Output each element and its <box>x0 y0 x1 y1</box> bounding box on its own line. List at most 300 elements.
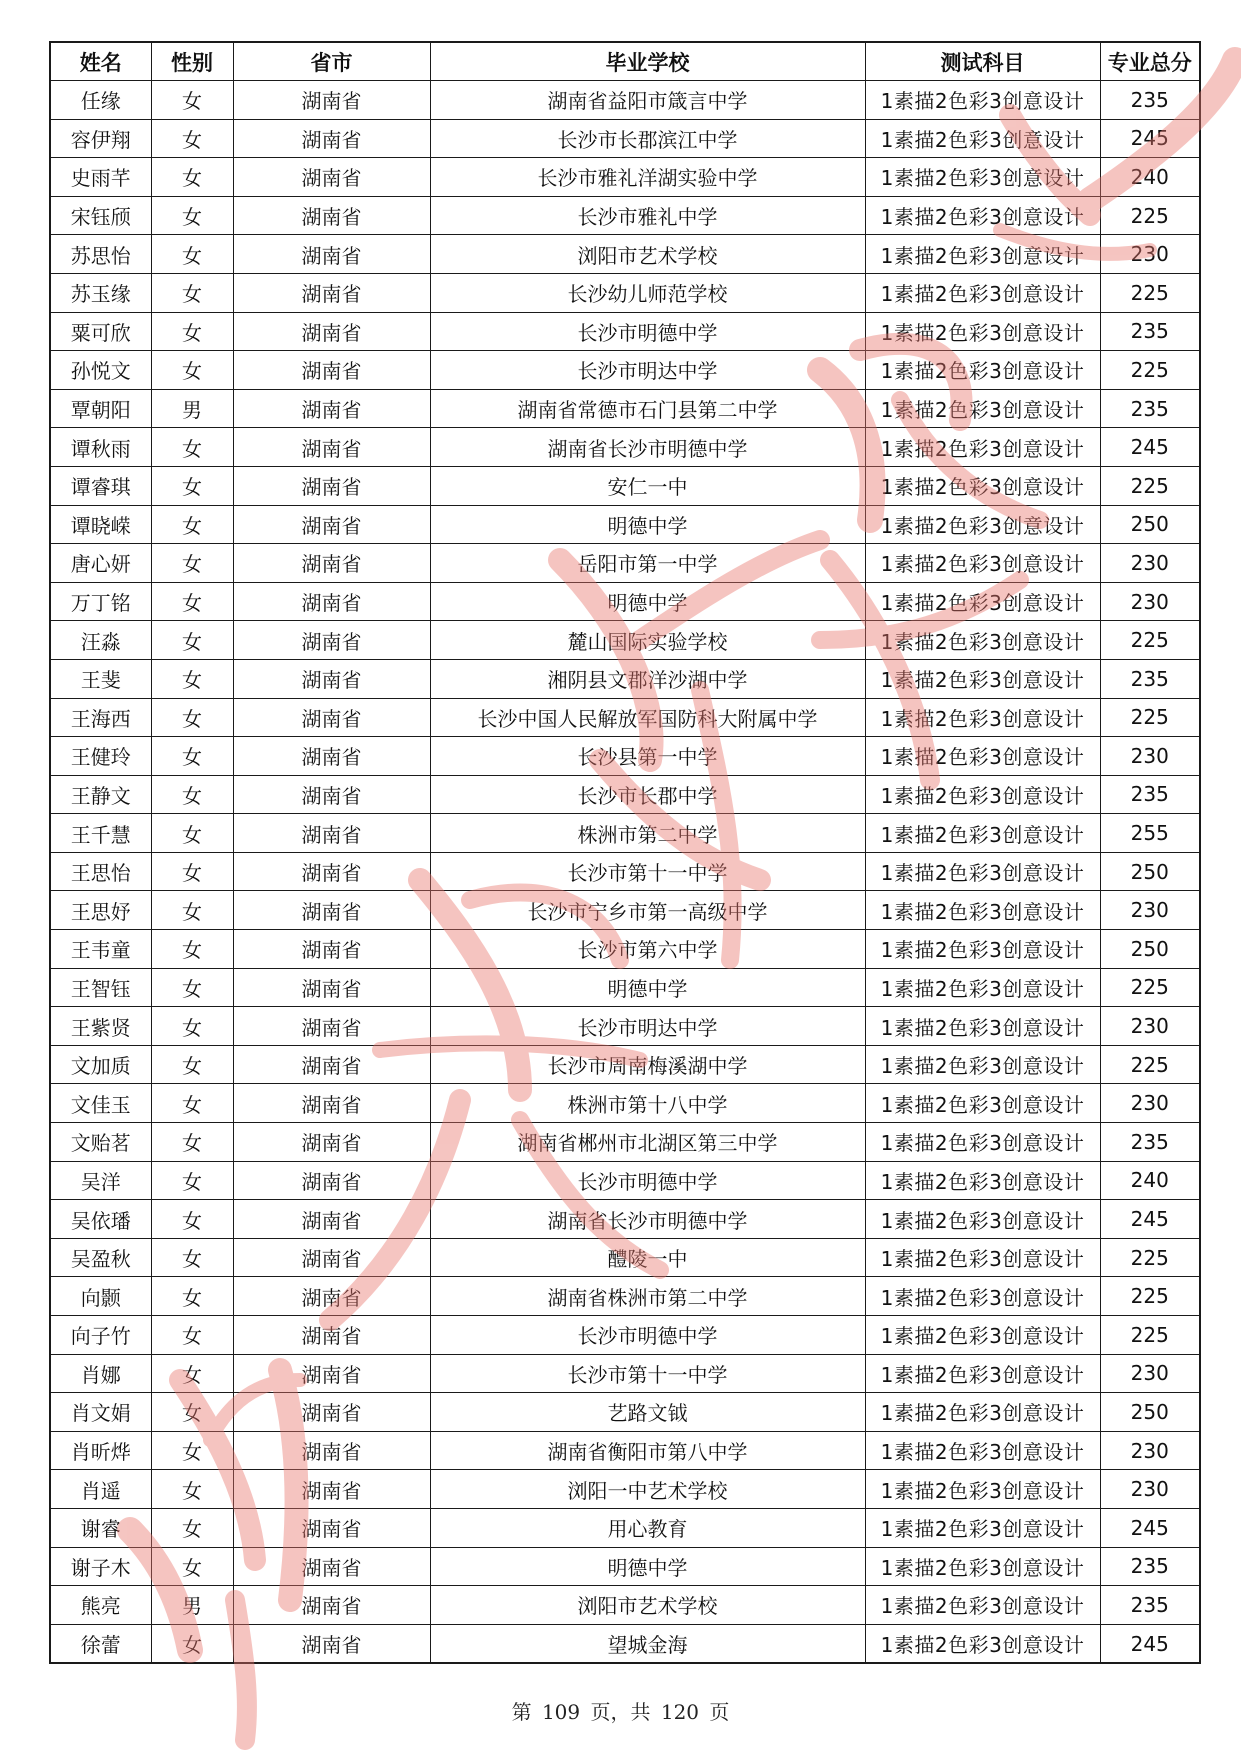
cell-score: 235 <box>1100 775 1200 814</box>
cell-school: 株洲市第十八中学 <box>430 1084 865 1123</box>
cell-school: 岳阳市第一中学 <box>430 544 865 583</box>
cell-name: 王韦童 <box>50 930 151 969</box>
cell-subject: 1素描2色彩3创意设计 <box>865 930 1100 969</box>
table-row <box>50 1354 1200 1393</box>
cell-gender: 男 <box>151 389 233 428</box>
cell-name: 王千慧 <box>50 814 151 853</box>
cell-school: 长沙市明德中学 <box>430 1161 865 1200</box>
cell-subject: 1素描2色彩3创意设计 <box>865 1045 1100 1084</box>
cell-province: 湖南省 <box>233 659 430 698</box>
cell-school: 湖南省衡阳市第八中学 <box>430 1431 865 1470</box>
cell-subject: 1素描2色彩3创意设计 <box>865 1586 1100 1625</box>
cell-gender: 女 <box>151 235 233 274</box>
cell-score: 245 <box>1100 428 1200 467</box>
cell-subject: 1素描2色彩3创意设计 <box>865 775 1100 814</box>
cell-province: 湖南省 <box>233 158 430 197</box>
cell-school: 望城金海 <box>430 1624 865 1663</box>
cell-name: 吴依璠 <box>50 1200 151 1239</box>
footer-prefix: 第 <box>511 1700 532 1724</box>
cell-subject: 1素描2色彩3创意设计 <box>865 1238 1100 1277</box>
cell-score: 235 <box>1100 389 1200 428</box>
cell-name: 谢子木 <box>50 1547 151 1586</box>
table-row <box>50 1007 1200 1046</box>
cell-school: 湖南省长沙市明德中学 <box>430 1200 865 1239</box>
cell-province: 湖南省 <box>233 1200 430 1239</box>
cell-school: 安仁一中 <box>430 466 865 505</box>
table-row <box>50 196 1200 235</box>
table-row <box>50 466 1200 505</box>
cell-province: 湖南省 <box>233 1277 430 1316</box>
table-row <box>50 1123 1200 1162</box>
table-row <box>50 582 1200 621</box>
table-row <box>50 775 1200 814</box>
admission-results-table <box>49 41 1201 1664</box>
cell-subject: 1素描2色彩3创意设计 <box>865 1084 1100 1123</box>
cell-province: 湖南省 <box>233 1007 430 1046</box>
cell-name: 王斐 <box>50 659 151 698</box>
cell-name: 史雨芊 <box>50 158 151 197</box>
cell-score: 230 <box>1100 1431 1200 1470</box>
cell-subject: 1素描2色彩3创意设计 <box>865 621 1100 660</box>
table-body <box>50 81 1200 1664</box>
cell-subject: 1素描2色彩3创意设计 <box>865 351 1100 390</box>
cell-province: 湖南省 <box>233 1123 430 1162</box>
cell-school: 长沙市长郡滨江中学 <box>430 119 865 158</box>
cell-school: 长沙市周南梅溪湖中学 <box>430 1045 865 1084</box>
table-row <box>50 698 1200 737</box>
cell-school: 长沙幼儿师范学校 <box>430 273 865 312</box>
cell-subject: 1素描2色彩3创意设计 <box>865 466 1100 505</box>
cell-school: 长沙县第一中学 <box>430 737 865 776</box>
cell-gender: 女 <box>151 81 233 120</box>
cell-subject: 1素描2色彩3创意设计 <box>865 852 1100 891</box>
cell-province: 湖南省 <box>233 891 430 930</box>
cell-school: 湖南省郴州市北湖区第三中学 <box>430 1123 865 1162</box>
cell-school: 湘阴县文郡洋沙湖中学 <box>430 659 865 698</box>
cell-school: 用心教育 <box>430 1508 865 1547</box>
cell-subject: 1素描2色彩3创意设计 <box>865 1007 1100 1046</box>
cell-province: 湖南省 <box>233 312 430 351</box>
cell-score: 230 <box>1100 1007 1200 1046</box>
cell-province: 湖南省 <box>233 698 430 737</box>
cell-score: 225 <box>1100 196 1200 235</box>
cell-province: 湖南省 <box>233 930 430 969</box>
cell-gender: 女 <box>151 814 233 853</box>
cell-school: 醴陵一中 <box>430 1238 865 1277</box>
cell-subject: 1素描2色彩3创意设计 <box>865 505 1100 544</box>
cell-score: 245 <box>1100 1624 1200 1663</box>
cell-score: 235 <box>1100 1123 1200 1162</box>
cell-score: 225 <box>1100 1277 1200 1316</box>
cell-gender: 女 <box>151 698 233 737</box>
cell-score: 225 <box>1100 1238 1200 1277</box>
cell-name: 王思妤 <box>50 891 151 930</box>
cell-school: 长沙市明德中学 <box>430 312 865 351</box>
cell-gender: 女 <box>151 1393 233 1432</box>
cell-name: 汪淼 <box>50 621 151 660</box>
cell-score: 230 <box>1100 1470 1200 1509</box>
table-row <box>50 621 1200 660</box>
cell-school: 长沙市第六中学 <box>430 930 865 969</box>
cell-subject: 1素描2色彩3创意设计 <box>865 968 1100 1007</box>
table-row <box>50 852 1200 891</box>
table-row <box>50 1316 1200 1355</box>
table-row <box>50 273 1200 312</box>
table-row <box>50 737 1200 776</box>
cell-name: 宋钰颀 <box>50 196 151 235</box>
cell-province: 湖南省 <box>233 273 430 312</box>
cell-province: 湖南省 <box>233 1586 430 1625</box>
cell-name: 徐蕾 <box>50 1624 151 1663</box>
cell-score: 250 <box>1100 1393 1200 1432</box>
table-row <box>50 428 1200 467</box>
cell-gender: 女 <box>151 968 233 1007</box>
cell-province: 湖南省 <box>233 1354 430 1393</box>
table-row <box>50 544 1200 583</box>
cell-name: 文贻茗 <box>50 1123 151 1162</box>
cell-score: 225 <box>1100 273 1200 312</box>
cell-subject: 1素描2色彩3创意设计 <box>865 891 1100 930</box>
cell-school: 湖南省长沙市明德中学 <box>430 428 865 467</box>
table-row <box>50 1200 1200 1239</box>
table-row <box>50 81 1200 120</box>
cell-province: 湖南省 <box>233 81 430 120</box>
cell-subject: 1素描2色彩3创意设计 <box>865 1431 1100 1470</box>
table-row <box>50 814 1200 853</box>
cell-gender: 女 <box>151 1045 233 1084</box>
cell-name: 孙悦文 <box>50 351 151 390</box>
cell-school: 明德中学 <box>430 1547 865 1586</box>
cell-score: 225 <box>1100 698 1200 737</box>
cell-name: 向子竹 <box>50 1316 151 1355</box>
cell-score: 255 <box>1100 814 1200 853</box>
cell-school: 浏阳市艺术学校 <box>430 235 865 274</box>
table-row <box>50 1470 1200 1509</box>
cell-gender: 女 <box>151 1316 233 1355</box>
header-province: 省市 <box>233 42 430 81</box>
cell-school: 明德中学 <box>430 505 865 544</box>
cell-score: 235 <box>1100 312 1200 351</box>
cell-province: 湖南省 <box>233 235 430 274</box>
cell-subject: 1素描2色彩3创意设计 <box>865 659 1100 698</box>
cell-gender: 女 <box>151 891 233 930</box>
cell-subject: 1素描2色彩3创意设计 <box>865 1393 1100 1432</box>
cell-gender: 女 <box>151 312 233 351</box>
cell-school: 长沙市雅礼中学 <box>430 196 865 235</box>
cell-gender: 女 <box>151 273 233 312</box>
cell-gender: 男 <box>151 1586 233 1625</box>
header-gender: 性别 <box>151 42 233 81</box>
cell-province: 湖南省 <box>233 196 430 235</box>
cell-name: 谢睿 <box>50 1508 151 1547</box>
cell-name: 苏思怡 <box>50 235 151 274</box>
cell-subject: 1素描2色彩3创意设计 <box>865 428 1100 467</box>
cell-province: 湖南省 <box>233 1470 430 1509</box>
cell-subject: 1素描2色彩3创意设计 <box>865 1354 1100 1393</box>
header-name: 姓名 <box>50 42 151 81</box>
cell-score: 230 <box>1100 737 1200 776</box>
cell-score: 235 <box>1100 1586 1200 1625</box>
cell-score: 250 <box>1100 930 1200 969</box>
cell-gender: 女 <box>151 1084 233 1123</box>
cell-gender: 女 <box>151 1547 233 1586</box>
cell-gender: 女 <box>151 428 233 467</box>
table-row <box>50 1084 1200 1123</box>
cell-school: 长沙市长郡中学 <box>430 775 865 814</box>
cell-province: 湖南省 <box>233 1316 430 1355</box>
cell-gender: 女 <box>151 1238 233 1277</box>
table-row <box>50 1238 1200 1277</box>
footer-middle: 页，共 <box>590 1700 651 1724</box>
cell-subject: 1素描2色彩3创意设计 <box>865 1547 1100 1586</box>
cell-gender: 女 <box>151 196 233 235</box>
cell-subject: 1素描2色彩3创意设计 <box>865 81 1100 120</box>
cell-province: 湖南省 <box>233 814 430 853</box>
table-row <box>50 1161 1200 1200</box>
table-row <box>50 119 1200 158</box>
cell-subject: 1素描2色彩3创意设计 <box>865 814 1100 853</box>
cell-province: 湖南省 <box>233 544 430 583</box>
cell-name: 文加质 <box>50 1045 151 1084</box>
cell-name: 王健玲 <box>50 737 151 776</box>
cell-school: 明德中学 <box>430 582 865 621</box>
cell-province: 湖南省 <box>233 1547 430 1586</box>
cell-gender: 女 <box>151 1007 233 1046</box>
cell-school: 麓山国际实验学校 <box>430 621 865 660</box>
cell-name: 肖昕烨 <box>50 1431 151 1470</box>
cell-gender: 女 <box>151 1470 233 1509</box>
cell-subject: 1素描2色彩3创意设计 <box>865 312 1100 351</box>
table-row <box>50 312 1200 351</box>
cell-school: 浏阳市艺术学校 <box>430 1586 865 1625</box>
cell-subject: 1素描2色彩3创意设计 <box>865 1508 1100 1547</box>
cell-gender: 女 <box>151 351 233 390</box>
header-school: 毕业学校 <box>430 42 865 81</box>
cell-score: 225 <box>1100 1045 1200 1084</box>
cell-name: 吴洋 <box>50 1161 151 1200</box>
cell-subject: 1素描2色彩3创意设计 <box>865 235 1100 274</box>
cell-name: 谭晓嵘 <box>50 505 151 544</box>
table-row <box>50 235 1200 274</box>
table-row <box>50 158 1200 197</box>
cell-subject: 1素描2色彩3创意设计 <box>865 1316 1100 1355</box>
cell-province: 湖南省 <box>233 428 430 467</box>
footer-current-page: 109 <box>541 1700 581 1724</box>
cell-school: 长沙市明达中学 <box>430 351 865 390</box>
cell-subject: 1素描2色彩3创意设计 <box>865 698 1100 737</box>
cell-province: 湖南省 <box>233 1238 430 1277</box>
cell-subject: 1素描2色彩3创意设计 <box>865 1200 1100 1239</box>
table-row <box>50 505 1200 544</box>
page-footer <box>0 1696 1241 1725</box>
table-row <box>50 1277 1200 1316</box>
cell-school: 长沙市雅礼洋湖实验中学 <box>430 158 865 197</box>
cell-school: 长沙市明德中学 <box>430 1316 865 1355</box>
cell-name: 肖娜 <box>50 1354 151 1393</box>
cell-gender: 女 <box>151 158 233 197</box>
cell-score: 250 <box>1100 852 1200 891</box>
table-row <box>50 1508 1200 1547</box>
cell-subject: 1素描2色彩3创意设计 <box>865 1161 1100 1200</box>
cell-name: 谭秋雨 <box>50 428 151 467</box>
table-row <box>50 1393 1200 1432</box>
cell-province: 湖南省 <box>233 1508 430 1547</box>
cell-name: 万丁铭 <box>50 582 151 621</box>
cell-school: 湖南省株洲市第二中学 <box>430 1277 865 1316</box>
cell-province: 湖南省 <box>233 1624 430 1663</box>
cell-name: 王海西 <box>50 698 151 737</box>
cell-score: 230 <box>1100 582 1200 621</box>
cell-province: 湖南省 <box>233 466 430 505</box>
cell-score: 230 <box>1100 1354 1200 1393</box>
cell-score: 230 <box>1100 1084 1200 1123</box>
cell-name: 谭睿琪 <box>50 466 151 505</box>
cell-score: 245 <box>1100 1508 1200 1547</box>
cell-name: 任缘 <box>50 81 151 120</box>
cell-school: 长沙市第十一中学 <box>430 1354 865 1393</box>
cell-name: 王智钰 <box>50 968 151 1007</box>
cell-score: 225 <box>1100 466 1200 505</box>
cell-province: 湖南省 <box>233 1431 430 1470</box>
cell-score: 230 <box>1100 891 1200 930</box>
cell-province: 湖南省 <box>233 119 430 158</box>
cell-subject: 1素描2色彩3创意设计 <box>865 737 1100 776</box>
cell-name: 粟可欣 <box>50 312 151 351</box>
cell-school: 株洲市第二中学 <box>430 814 865 853</box>
cell-score: 245 <box>1100 119 1200 158</box>
footer-total-pages: 120 <box>660 1700 700 1724</box>
cell-province: 湖南省 <box>233 351 430 390</box>
cell-score: 230 <box>1100 235 1200 274</box>
cell-name: 向颢 <box>50 1277 151 1316</box>
cell-school: 长沙中国人民解放军国防科大附属中学 <box>430 698 865 737</box>
cell-school: 湖南省常德市石门县第二中学 <box>430 389 865 428</box>
cell-score: 235 <box>1100 81 1200 120</box>
cell-name: 王思怡 <box>50 852 151 891</box>
cell-gender: 女 <box>151 544 233 583</box>
cell-province: 湖南省 <box>233 1393 430 1432</box>
cell-gender: 女 <box>151 1200 233 1239</box>
cell-province: 湖南省 <box>233 775 430 814</box>
cell-score: 225 <box>1100 968 1200 1007</box>
cell-gender: 女 <box>151 1161 233 1200</box>
cell-gender: 女 <box>151 505 233 544</box>
table-row <box>50 1045 1200 1084</box>
cell-score: 230 <box>1100 544 1200 583</box>
cell-province: 湖南省 <box>233 1084 430 1123</box>
cell-subject: 1素描2色彩3创意设计 <box>865 1470 1100 1509</box>
cell-school: 艺路文钺 <box>430 1393 865 1432</box>
cell-province: 湖南省 <box>233 505 430 544</box>
cell-gender: 女 <box>151 119 233 158</box>
cell-name: 容伊翔 <box>50 119 151 158</box>
table-row <box>50 659 1200 698</box>
cell-province: 湖南省 <box>233 389 430 428</box>
cell-school: 长沙市明达中学 <box>430 1007 865 1046</box>
cell-gender: 女 <box>151 775 233 814</box>
cell-gender: 女 <box>151 1354 233 1393</box>
cell-score: 235 <box>1100 1547 1200 1586</box>
cell-subject: 1素描2色彩3创意设计 <box>865 196 1100 235</box>
cell-score: 240 <box>1100 158 1200 197</box>
cell-school: 长沙市第十一中学 <box>430 852 865 891</box>
cell-province: 湖南省 <box>233 737 430 776</box>
table-row <box>50 930 1200 969</box>
cell-subject: 1素描2色彩3创意设计 <box>865 1624 1100 1663</box>
cell-name: 王紫贤 <box>50 1007 151 1046</box>
cell-name: 唐心妍 <box>50 544 151 583</box>
cell-school: 明德中学 <box>430 968 865 1007</box>
cell-score: 245 <box>1100 1200 1200 1239</box>
cell-subject: 1素描2色彩3创意设计 <box>865 158 1100 197</box>
cell-subject: 1素描2色彩3创意设计 <box>865 544 1100 583</box>
cell-province: 湖南省 <box>233 621 430 660</box>
cell-score: 225 <box>1100 621 1200 660</box>
table-row <box>50 1586 1200 1625</box>
cell-province: 湖南省 <box>233 968 430 1007</box>
header-score: 专业总分 <box>1100 42 1200 81</box>
cell-score: 225 <box>1100 1316 1200 1355</box>
cell-name: 王静文 <box>50 775 151 814</box>
cell-gender: 女 <box>151 1624 233 1663</box>
table-row <box>50 389 1200 428</box>
cell-name: 肖文娟 <box>50 1393 151 1432</box>
cell-gender: 女 <box>151 930 233 969</box>
cell-province: 湖南省 <box>233 582 430 621</box>
cell-subject: 1素描2色彩3创意设计 <box>865 1123 1100 1162</box>
cell-score: 225 <box>1100 351 1200 390</box>
cell-gender: 女 <box>151 1431 233 1470</box>
cell-subject: 1素描2色彩3创意设计 <box>865 582 1100 621</box>
table-header-row <box>50 42 1200 81</box>
table-row <box>50 968 1200 1007</box>
cell-name: 肖遥 <box>50 1470 151 1509</box>
cell-gender: 女 <box>151 1277 233 1316</box>
cell-gender: 女 <box>151 466 233 505</box>
cell-score: 250 <box>1100 505 1200 544</box>
cell-subject: 1素描2色彩3创意设计 <box>865 1277 1100 1316</box>
cell-gender: 女 <box>151 737 233 776</box>
cell-name: 覃朝阳 <box>50 389 151 428</box>
cell-name: 熊亮 <box>50 1586 151 1625</box>
cell-province: 湖南省 <box>233 1045 430 1084</box>
cell-school: 湖南省益阳市箴言中学 <box>430 81 865 120</box>
cell-school: 长沙市宁乡市第一高级中学 <box>430 891 865 930</box>
cell-score: 235 <box>1100 659 1200 698</box>
cell-gender: 女 <box>151 621 233 660</box>
cell-gender: 女 <box>151 582 233 621</box>
cell-gender: 女 <box>151 659 233 698</box>
cell-gender: 女 <box>151 1508 233 1547</box>
cell-name: 苏玉缘 <box>50 273 151 312</box>
cell-school: 浏阳一中艺术学校 <box>430 1470 865 1509</box>
table-row <box>50 1624 1200 1663</box>
cell-score: 240 <box>1100 1161 1200 1200</box>
table-row <box>50 1547 1200 1586</box>
cell-gender: 女 <box>151 852 233 891</box>
cell-province: 湖南省 <box>233 852 430 891</box>
cell-name: 吴盈秋 <box>50 1238 151 1277</box>
footer-suffix: 页 <box>709 1700 730 1724</box>
cell-gender: 女 <box>151 1123 233 1162</box>
cell-province: 湖南省 <box>233 1161 430 1200</box>
cell-name: 文佳玉 <box>50 1084 151 1123</box>
cell-subject: 1素描2色彩3创意设计 <box>865 389 1100 428</box>
cell-subject: 1素描2色彩3创意设计 <box>865 119 1100 158</box>
header-subject: 测试科目 <box>865 42 1100 81</box>
table-row <box>50 891 1200 930</box>
table-row <box>50 1431 1200 1470</box>
